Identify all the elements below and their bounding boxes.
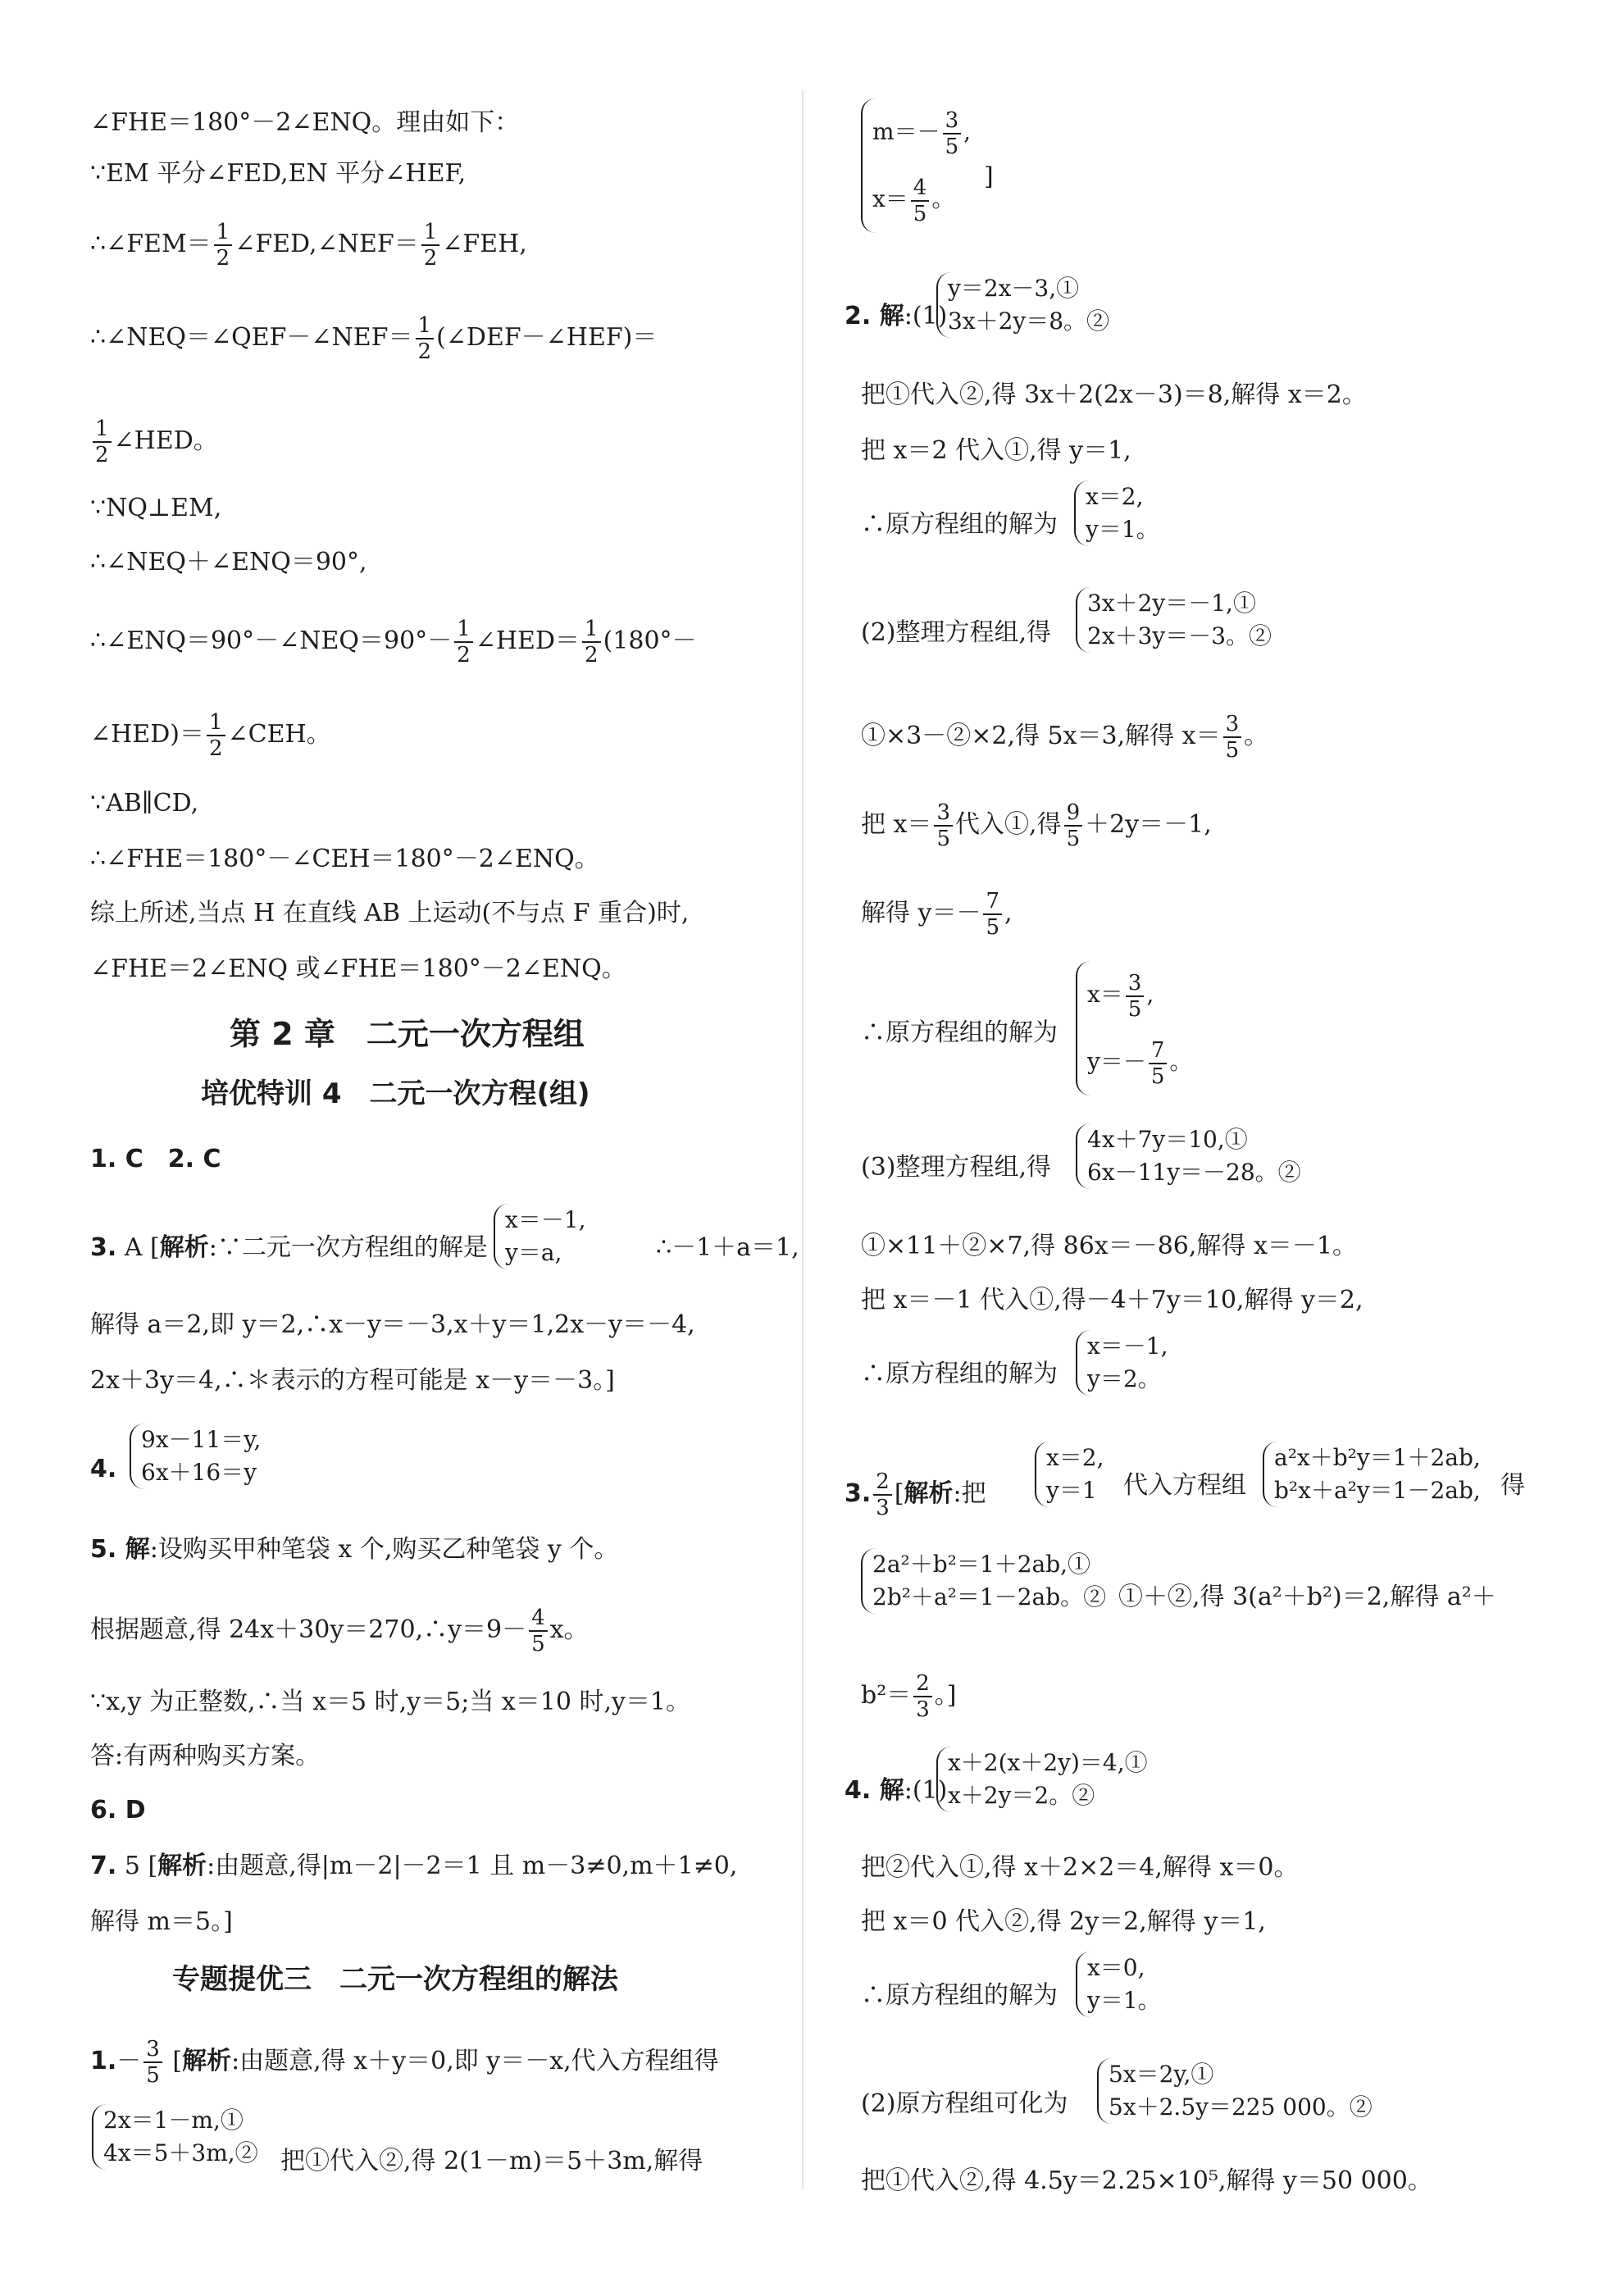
text-line: ∴∠ENQ＝90°－∠NEQ＝90°－ $\frac{1}{2}$ ∠HED＝ $\frac{1}{2}$ (180°－ xyxy=(90,617,697,667)
text-line: ∴原方程组的解为 xyxy=(861,1018,1058,1047)
text-line: ∴∠FHE＝180°－∠CEH＝180°－2∠ENQ。 xyxy=(90,845,599,873)
question-2: 2. 解:(1) xyxy=(845,302,948,330)
answer-3: 3. A [解析:∵二元一次方程组的解是 xyxy=(90,1233,488,1262)
equation-system: 2a²＋b²＝1＋2ab,① 2b²＋a²＝1－2ab。② xyxy=(861,1548,1106,1614)
equation-system: 5x＝2y,① 5x＋2.5y＝225 000。② xyxy=(1097,2058,1373,2124)
equation-system: x＝ $\frac{3}{5}$ , y＝－ $\frac{7}{5}$ 。 xyxy=(1076,961,1192,1096)
text-line: (3)整理方程组,得 xyxy=(861,1153,1052,1182)
fraction-one-half: $\frac{1}{2}$ xyxy=(421,220,440,271)
fraction-three-fifths: $\frac{3}{5}$ xyxy=(143,2037,162,2088)
answer-1-2: 1. C 2. C xyxy=(90,1145,221,1173)
chapter-title: 第 2 章 二元一次方程组 xyxy=(230,1016,585,1052)
text-line: ∴原方程组的解为 xyxy=(861,1360,1058,1388)
equation-system: m＝－ $\frac{3}{5}$ , x＝ $\frac{4}{5}$ 。 xyxy=(861,98,971,233)
equation-system: 9x－11＝y, 6x＋16＝y xyxy=(130,1424,261,1489)
text-line: 代入方程组 xyxy=(1123,1471,1246,1500)
section-title: 培优特训 4 二元一次方程(组) xyxy=(201,1077,590,1110)
answer-5: 5. 解:设购买甲种笔袋 x 个,购买乙种笔袋 y 个。 xyxy=(90,1535,619,1564)
text-line: ∵AB∥CD, xyxy=(90,789,199,818)
text-line: 解得 a＝2,即 y＝2,∴x－y＝－3,x＋y＝1,2x－y＝－4, xyxy=(90,1310,695,1339)
text-line: ∴∠FEM＝ $\frac{1}{2}$ ∠FED,∠NEF＝ $\frac{1}{2}$ ∠FEH, xyxy=(90,220,527,271)
answer-6: 6. D xyxy=(90,1796,146,1824)
section-title: 专题提优三 二元一次方程组的解法 xyxy=(172,1963,618,1996)
fraction-seven-fifths: $\frac{7}{5}$ xyxy=(1149,1038,1168,1089)
text-line: ∠FHE＝180°－2∠ENQ。理由如下： xyxy=(90,108,520,137)
fraction-two-thirds: $\frac{2}{3}$ xyxy=(873,1469,892,1520)
fraction-one-half: $\frac{1}{2}$ xyxy=(454,617,473,667)
text-line: (2)整理方程组,得 xyxy=(861,618,1052,647)
equation-system: x＝2, y＝1 xyxy=(1035,1442,1104,1507)
fraction-three-fifths: $\frac{3}{5}$ xyxy=(1126,971,1145,1022)
fraction-one-half: $\frac{1}{2}$ xyxy=(93,417,112,467)
question-4: 4. 解:(1) xyxy=(845,1776,948,1805)
fraction-one-half: $\frac{1}{2}$ xyxy=(582,617,601,667)
text-line: 2x＋3y＝4,∴＊表示的方程可能是 x－y＝－3。] xyxy=(90,1366,615,1395)
text-line: ∠HED)＝ $\frac{1}{2}$ ∠CEH。 xyxy=(90,710,331,761)
fraction-one-half: $\frac{1}{2}$ xyxy=(416,313,435,364)
text-line: ∴－1＋a＝1, xyxy=(656,1233,799,1262)
text-line: 解得 m＝5。] xyxy=(90,1907,233,1936)
equation-system: 4x＋7y＝10,① 6x－11y＝－28。② xyxy=(1076,1123,1301,1189)
question-3: 3. $\frac{2}{3}$ [解析:把 xyxy=(845,1469,986,1520)
equation-system: a²x＋b²y＝1＋2ab, b²x＋a²y＝1－2ab, xyxy=(1263,1442,1481,1507)
answer-4: 4. xyxy=(90,1455,117,1483)
equation-system: x＝－1, y＝2。 xyxy=(1076,1330,1168,1396)
fraction-four-fifths: $\frac{4}{5}$ xyxy=(911,175,930,226)
text-line: ∠FHE＝2∠ENQ 或∠FHE＝180°－2∠ENQ。 xyxy=(90,954,626,983)
text-line: ①×3－②×2,得 5x＝3,解得 x＝ $\frac{3}{5}$ 。 xyxy=(861,712,1269,763)
answer-7: 7. 5 [解析:由题意,得|m－2|－2＝1 且 m－3≠0,m＋1≠0, xyxy=(90,1852,738,1880)
answer-b1: 1.－ $\frac{3}{5}$ [解析:由题意,得 x＋y＝0,即 y＝－x,代入方程组得 xyxy=(90,2037,719,2088)
column-divider xyxy=(802,90,804,2189)
fraction-one-half: $\frac{1}{2}$ xyxy=(207,710,225,761)
fraction-three-fifths: $\frac{3}{5}$ xyxy=(934,800,953,851)
equation-system: 3x＋2y＝－1,① 2x＋3y＝－3。② xyxy=(1076,587,1272,653)
text-line: ∴∠NEQ＝∠QEF－∠NEF＝ $\frac{1}{2}$ (∠DEF－∠HEF)＝ xyxy=(90,313,658,364)
fraction-three-fifths: $\frac{3}{5}$ xyxy=(943,108,962,159)
text-line: 把 x＝－1 代入①,得－4＋7y＝10,解得 y＝2, xyxy=(861,1286,1364,1314)
text-line: $\frac{1}{2}$ ∠HED。 xyxy=(90,417,218,467)
equation-system: x＋2(x＋2y)＝4,① x＋2y＝2。② xyxy=(936,1747,1148,1812)
text-line: b²＝ $\frac{2}{3}$ 。] xyxy=(861,1671,957,1722)
equation-system: y＝2x－3,① 3x＋2y＝8。② xyxy=(936,272,1109,338)
text-line: 把②代入①,得 x＋2×2＝4,解得 x＝0。 xyxy=(861,1853,1299,1882)
equation-system: x＝－1, y＝a, xyxy=(494,1204,586,1269)
equation-system: 2x＝1－m,① 4x＝5＋3m,② xyxy=(92,2104,258,2170)
text-line: 把①代入②,得 2(1－m)＝5＋3m,解得 xyxy=(280,2147,703,2175)
text-line: ∵EM 平分∠FED,EN 平分∠HEF, xyxy=(90,159,467,188)
fraction-nine-fifths: $\frac{9}{5}$ xyxy=(1064,800,1083,851)
text-line: 答:有两种购买方案。 xyxy=(90,1742,321,1770)
text-line: 综上所述,当点 H 在直线 AB 上运动(不与点 F 重合)时, xyxy=(90,899,690,927)
text-line: ∴原方程组的解为 xyxy=(861,510,1058,539)
text-line: (2)原方程组可化为 xyxy=(861,2089,1068,2118)
text-line: 根据题意,得 24x＋30y＝270,∴y＝9－ $\frac{4}{5}$ x。 xyxy=(90,1606,589,1656)
text-line: 把 x＝0 代入②,得 2y＝2,解得 y＝1, xyxy=(861,1907,1266,1936)
text-line: ①＋②,得 3(a²＋b²)＝2,解得 a²＋ xyxy=(1118,1583,1496,1611)
text-line: 解得 y＝－ $\frac{7}{5}$ , xyxy=(861,889,1013,940)
text-line: ∴∠NEQ＋∠ENQ＝90°, xyxy=(90,548,367,576)
text-line: 把①代入②,得 4.5y＝2.25×10⁵,解得 y＝50 000。 xyxy=(861,2166,1432,2195)
fraction-one-half: $\frac{1}{2}$ xyxy=(214,220,233,271)
text-line: ①×11＋②×7,得 86x＝－86,解得 x＝－1。 xyxy=(861,1232,1357,1260)
fraction-two-thirds: $\frac{2}{3}$ xyxy=(913,1671,932,1722)
text-line: 把 x＝2 代入①,得 y＝1, xyxy=(861,436,1131,465)
text-line: 得 xyxy=(1500,1471,1525,1500)
text-line: 把①代入②,得 3x＋2(2x－3)＝8,解得 x＝2。 xyxy=(861,380,1367,409)
text-line: ] xyxy=(984,162,994,191)
equation-system: x＝2, y＝1。 xyxy=(1074,481,1159,546)
text-line: ∵x,y 为正整数,∴当 x＝5 时,y＝5;当 x＝10 时,y＝1。 xyxy=(90,1688,691,1716)
equation-system: x＝0, y＝1。 xyxy=(1076,1952,1161,2017)
fraction-three-fifths: $\frac{3}{5}$ xyxy=(1223,712,1242,763)
fraction-four-fifths: $\frac{4}{5}$ xyxy=(529,1606,548,1656)
text-line: ∵NQ⊥EM, xyxy=(90,494,222,522)
text-line: ∴原方程组的解为 xyxy=(861,1981,1058,2010)
text-line: 把 x＝ $\frac{3}{5}$ 代入①,得 $\frac{9}{5}$ ＋2y＝－1, xyxy=(861,800,1212,851)
fraction-seven-fifths: $\frac{7}{5}$ xyxy=(983,889,1002,940)
